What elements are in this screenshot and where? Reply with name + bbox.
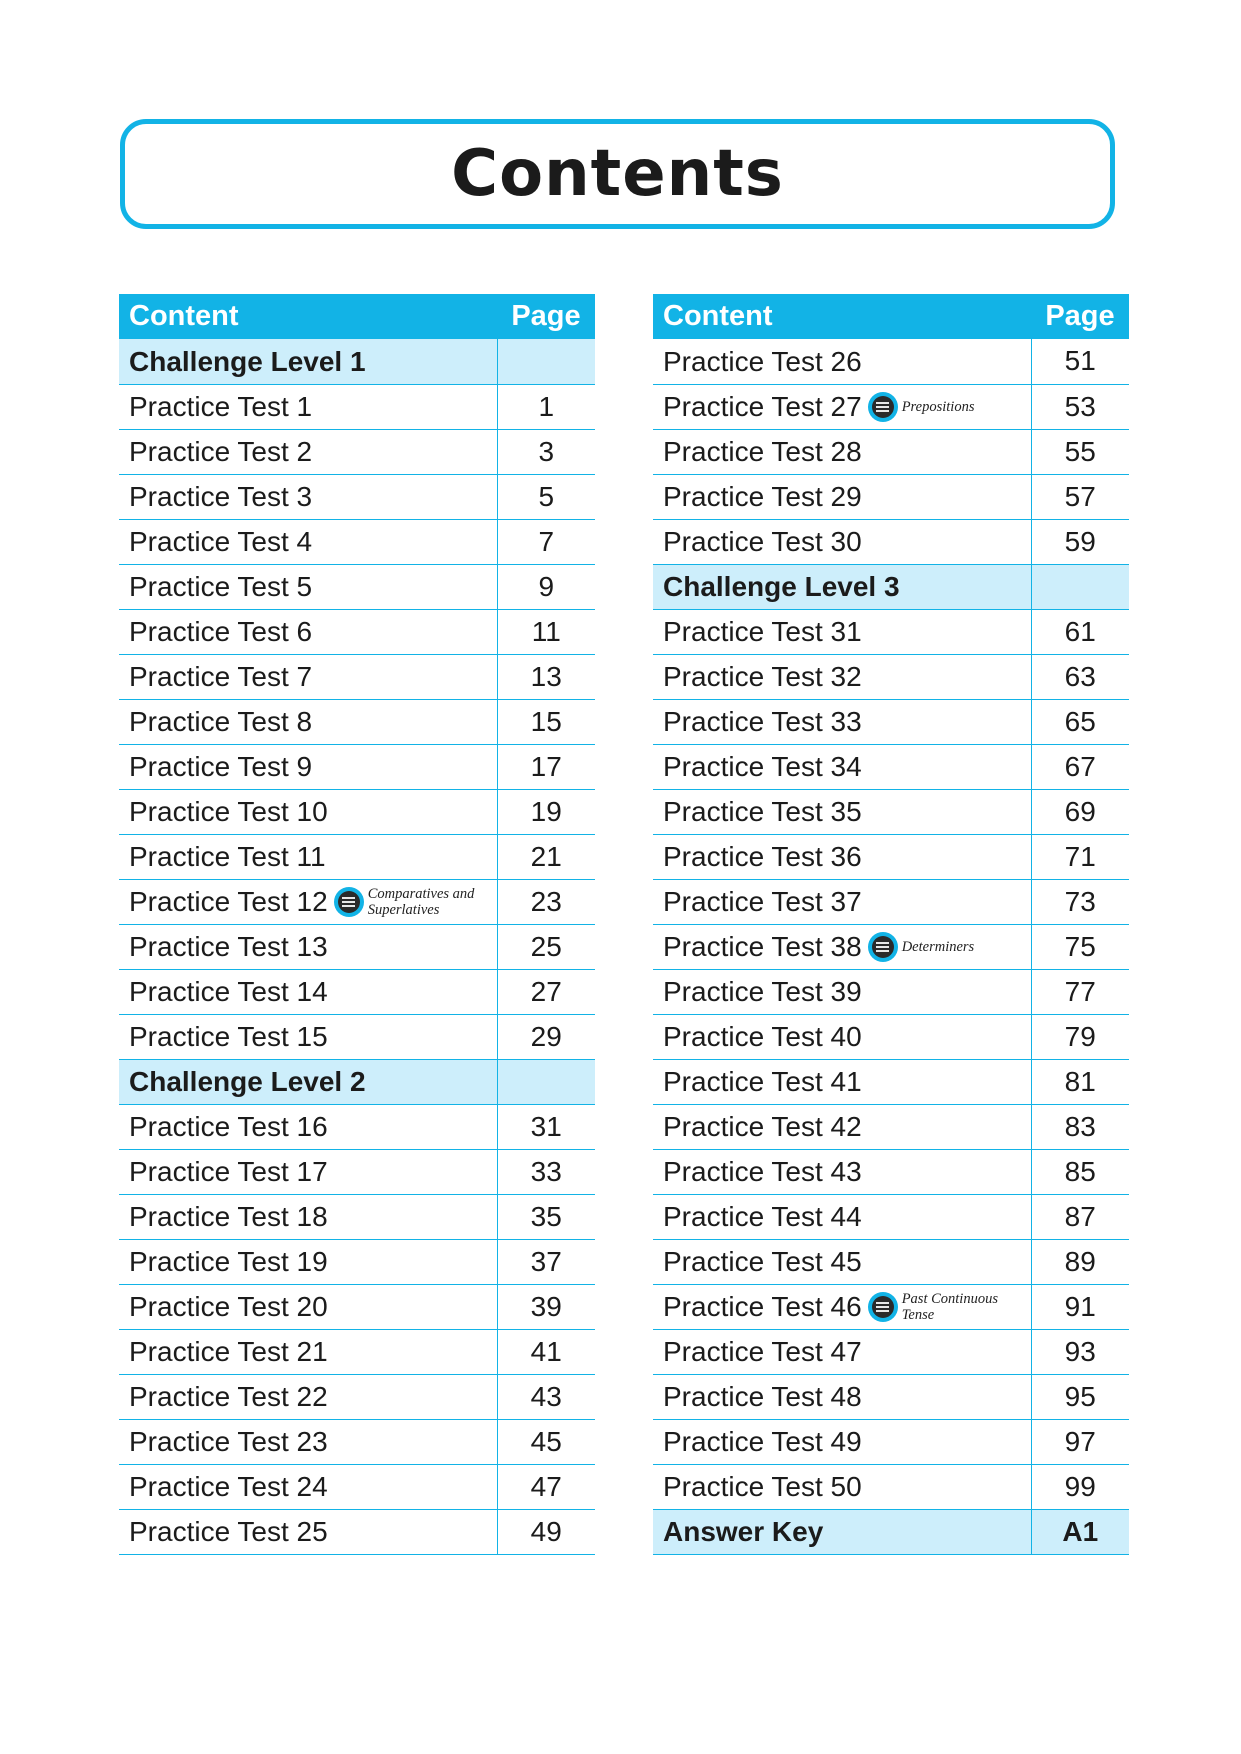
content-cell: [119, 1329, 497, 1374]
entry-label: Practice Test 2: [129, 436, 313, 468]
page-number-cell: 69: [1031, 789, 1129, 834]
page-number-cell: 31: [497, 1104, 595, 1149]
page-number-cell: 65: [1031, 699, 1129, 744]
content-cell: [119, 564, 497, 609]
page-number-cell: 5: [497, 474, 595, 519]
grammar-topic-label: Past Continuous Tense: [901, 1291, 998, 1324]
page-number-cell: 3: [497, 429, 595, 474]
table-row: [119, 969, 595, 1014]
content-cell: [119, 339, 497, 384]
table-row: [119, 1464, 595, 1509]
entry-label: Practice Test 8: [129, 706, 313, 738]
grammar-topic-tag: [334, 886, 480, 918]
table-row: [119, 429, 595, 474]
entry-label: Practice Test 21: [129, 1336, 328, 1368]
entry-label: Practice Test 36: [663, 841, 862, 873]
entry-label: Practice Test 20: [129, 1291, 328, 1323]
table-row: [119, 1014, 595, 1059]
entry-label: Practice Test 48: [663, 1381, 862, 1413]
table-row: [653, 429, 1129, 474]
page-number-cell: 53: [1031, 384, 1129, 429]
page-column-header: Page: [497, 294, 595, 339]
page-number-cell: 79: [1031, 1014, 1129, 1059]
table-row: [653, 1239, 1129, 1284]
table-row: [119, 834, 595, 879]
content-cell: [119, 519, 497, 564]
entry-label: Practice Test 38: [663, 931, 862, 963]
content-cell: [653, 1464, 1031, 1509]
table-row: [119, 564, 595, 609]
entry-label: Practice Test 34: [663, 751, 862, 783]
content-cell: [653, 474, 1031, 519]
table-header: [653, 294, 1129, 339]
page-number-cell: [497, 1059, 595, 1104]
table-row: [653, 1419, 1129, 1464]
entry-label: Practice Test 50: [663, 1471, 862, 1503]
page-number-cell: 37: [497, 1239, 595, 1284]
content-cell: [119, 699, 497, 744]
page-number-cell: 89: [1031, 1239, 1129, 1284]
page-number-cell: 25: [497, 924, 595, 969]
entry-label: Practice Test 22: [129, 1381, 328, 1413]
page-number-cell: 99: [1031, 1464, 1129, 1509]
page-number-cell: [1031, 564, 1129, 609]
page-number-cell: 51: [1031, 339, 1129, 384]
table-row: [653, 1374, 1129, 1419]
page-number-cell: 91: [1031, 1284, 1129, 1329]
content-cell: [119, 1374, 497, 1419]
content-cell: [653, 564, 1031, 609]
content-cell: [653, 1149, 1031, 1194]
page-number-cell: 57: [1031, 474, 1129, 519]
entry-label: Practice Test 26: [663, 346, 862, 378]
grammar-topic-tag: [868, 392, 975, 422]
page-number-cell: 21: [497, 834, 595, 879]
grammar-topic-tag: [868, 1291, 1014, 1323]
content-column-header: Content: [119, 294, 497, 339]
grammar-topic-tag: [868, 932, 975, 962]
page-number-cell: 61: [1031, 609, 1129, 654]
entry-label: Practice Test 25: [129, 1516, 328, 1548]
page-number-cell: 77: [1031, 969, 1129, 1014]
entry-label: Practice Test 9: [129, 751, 313, 783]
content-cell: [119, 654, 497, 699]
table-row: [119, 1419, 595, 1464]
page-title: Contents: [451, 137, 784, 211]
entry-label: Practice Test 31: [663, 616, 862, 648]
grammar-badge-icon: [868, 392, 898, 422]
content-cell: [119, 384, 497, 429]
entry-label: Practice Test 28: [663, 436, 862, 468]
content-cell: [119, 1149, 497, 1194]
page-number-cell: 11: [497, 609, 595, 654]
content-cell: [653, 1374, 1031, 1419]
table-row: [653, 1059, 1129, 1104]
section-heading-label: Challenge Level 2: [129, 1066, 366, 1098]
table-row: [653, 474, 1129, 519]
content-cell: [653, 1194, 1031, 1239]
table-row: [119, 519, 595, 564]
content-cell: [119, 1509, 497, 1554]
page-column-header: Page: [1031, 294, 1129, 339]
entry-label: Practice Test 5: [129, 571, 313, 603]
table-row: [653, 834, 1129, 879]
page-number-cell: 63: [1031, 654, 1129, 699]
entry-label: Practice Test 4: [129, 526, 313, 558]
content-cell: [653, 609, 1031, 654]
entry-label: Practice Test 23: [129, 1426, 328, 1458]
content-column-header: Content: [653, 294, 1031, 339]
content-cell: [119, 1014, 497, 1059]
page-number-cell: 7: [497, 519, 595, 564]
page-number-cell: 1: [497, 384, 595, 429]
page-number-cell: 87: [1031, 1194, 1129, 1239]
page-number-cell: 35: [497, 1194, 595, 1239]
content-cell: [119, 924, 497, 969]
content-cell: [119, 834, 497, 879]
entry-label: Practice Test 35: [663, 796, 862, 828]
page-number-cell: 39: [497, 1284, 595, 1329]
content-cell: [119, 744, 497, 789]
page-number-cell: 81: [1031, 1059, 1129, 1104]
content-cell: [653, 1104, 1031, 1149]
content-cell: [119, 609, 497, 654]
content-cell: [653, 1509, 1031, 1554]
table-row: [653, 1104, 1129, 1149]
grammar-badge-icon: [868, 1292, 898, 1322]
grammar-topic-label: Determiners: [901, 939, 975, 956]
entry-label: Practice Test 11: [129, 841, 326, 873]
table-row: [653, 924, 1129, 969]
page-number-cell: [497, 339, 595, 384]
content-cell: [653, 969, 1031, 1014]
content-cell: [119, 879, 497, 924]
table-row: [653, 969, 1129, 1014]
section-heading-label: Answer Key: [663, 1516, 824, 1548]
content-cell: [119, 969, 497, 1014]
content-cell: [653, 744, 1031, 789]
entry-label: Practice Test 1: [129, 391, 313, 423]
entry-label: Practice Test 15: [129, 1021, 328, 1053]
table-row: [653, 744, 1129, 789]
page-number-cell: 23: [497, 879, 595, 924]
page-number-cell: 83: [1031, 1104, 1129, 1149]
page-number-cell: 41: [497, 1329, 595, 1374]
page-number-cell: 55: [1031, 429, 1129, 474]
table-row: [653, 1329, 1129, 1374]
entry-label: Practice Test 47: [663, 1336, 862, 1368]
table-row: [653, 339, 1129, 384]
entry-label: Practice Test 27: [663, 391, 862, 423]
entry-label: Practice Test 33: [663, 706, 862, 738]
section-heading-row: [119, 339, 595, 384]
entry-label: Practice Test 6: [129, 616, 313, 648]
entry-label: Practice Test 12: [129, 886, 328, 918]
entry-label: Practice Test 18: [129, 1201, 328, 1233]
page-number-cell: 27: [497, 969, 595, 1014]
grammar-topic-label: Prepositions: [901, 399, 975, 416]
entry-label: Practice Test 13: [129, 931, 328, 963]
table-row: [119, 1104, 595, 1149]
content-cell: [653, 384, 1031, 429]
section-heading-label: Challenge Level 1: [129, 346, 366, 378]
table-row: [653, 1284, 1129, 1329]
table-row: [119, 1509, 595, 1554]
table-row: [119, 1329, 595, 1374]
entry-label: Practice Test 29: [663, 481, 862, 513]
page-number-cell: 47: [497, 1464, 595, 1509]
table-row: [653, 879, 1129, 924]
page-number-cell: 97: [1031, 1419, 1129, 1464]
content-cell: [119, 1419, 497, 1464]
content-cell: [119, 1194, 497, 1239]
entry-label: Practice Test 44: [663, 1201, 862, 1233]
content-cell: [653, 519, 1031, 564]
section-heading-label: Challenge Level 3: [663, 571, 900, 603]
entry-label: Practice Test 39: [663, 976, 862, 1008]
entry-label: Practice Test 46: [663, 1291, 862, 1323]
grammar-badge-icon: [868, 932, 898, 962]
table-row: [119, 789, 595, 834]
contents-table-right: [653, 294, 1129, 1555]
section-heading-row: [653, 1509, 1129, 1554]
section-heading-row: [119, 1059, 595, 1104]
entry-label: Practice Test 16: [129, 1111, 328, 1143]
content-cell: [653, 789, 1031, 834]
content-cell: [119, 789, 497, 834]
table-row: [119, 744, 595, 789]
table-row: [653, 609, 1129, 654]
title-box: [120, 119, 1115, 229]
table-row: [119, 654, 595, 699]
grammar-topic-label: Comparatives and Superlatives: [367, 886, 475, 919]
page-number-cell: 49: [497, 1509, 595, 1554]
table-header: [119, 294, 595, 339]
content-cell: [653, 429, 1031, 474]
content-cell: [119, 1464, 497, 1509]
table-row: [119, 879, 595, 924]
table-row: [653, 384, 1129, 429]
entry-label: Practice Test 19: [129, 1246, 328, 1278]
page-number-cell: 15: [497, 699, 595, 744]
entry-label: Practice Test 37: [663, 886, 862, 918]
page-number-cell: 29: [497, 1014, 595, 1059]
page-number-cell: 17: [497, 744, 595, 789]
content-cell: [119, 1059, 497, 1104]
content-cell: [119, 1104, 497, 1149]
entry-label: Practice Test 32: [663, 661, 862, 693]
entry-label: Practice Test 24: [129, 1471, 328, 1503]
entry-label: Practice Test 40: [663, 1021, 862, 1053]
table-row: [653, 789, 1129, 834]
section-heading-row: [653, 564, 1129, 609]
table-row: [119, 1284, 595, 1329]
table-row: [119, 1194, 595, 1239]
page-number-cell: 43: [497, 1374, 595, 1419]
content-cell: [653, 1014, 1031, 1059]
content-cell: [653, 834, 1031, 879]
table-row: [653, 519, 1129, 564]
page-number-cell: 67: [1031, 744, 1129, 789]
table-row: [119, 1239, 595, 1284]
content-cell: [119, 429, 497, 474]
content-cell: [653, 1329, 1031, 1374]
content-cell: [119, 1284, 497, 1329]
content-cell: [653, 699, 1031, 744]
content-cell: [653, 879, 1031, 924]
table-row: [119, 924, 595, 969]
entry-label: Practice Test 17: [129, 1156, 328, 1188]
content-cell: [653, 339, 1031, 384]
entry-label: Practice Test 14: [129, 976, 328, 1008]
page-number-cell: 95: [1031, 1374, 1129, 1419]
table-row: [653, 699, 1129, 744]
page-number-cell: 9: [497, 564, 595, 609]
table-row: [119, 609, 595, 654]
contents-table-left: [119, 294, 595, 1555]
entry-label: Practice Test 42: [663, 1111, 862, 1143]
content-cell: [653, 1419, 1031, 1464]
content-cell: [653, 924, 1031, 969]
content-cell: [119, 474, 497, 519]
entry-label: Practice Test 43: [663, 1156, 862, 1188]
page-number-cell: 85: [1031, 1149, 1129, 1194]
table-row: [119, 384, 595, 429]
table-row: [653, 1194, 1129, 1239]
table-row: [653, 654, 1129, 699]
table-row: [653, 1464, 1129, 1509]
page-number-cell: 93: [1031, 1329, 1129, 1374]
content-cell: [119, 1239, 497, 1284]
content-cell: [653, 1284, 1031, 1329]
content-cell: [653, 1239, 1031, 1284]
entry-label: Practice Test 7: [129, 661, 313, 693]
grammar-badge-icon: [334, 887, 364, 917]
page-number-cell: 45: [497, 1419, 595, 1464]
content-cell: [653, 1059, 1031, 1104]
page-number-cell: 13: [497, 654, 595, 699]
entry-label: Practice Test 3: [129, 481, 313, 513]
page-number-cell: 59: [1031, 519, 1129, 564]
entry-label: Practice Test 10: [129, 796, 328, 828]
entry-label: Practice Test 45: [663, 1246, 862, 1278]
table-row: [653, 1014, 1129, 1059]
table-row: [653, 1149, 1129, 1194]
page-number-cell: 71: [1031, 834, 1129, 879]
entry-label: Practice Test 41: [663, 1066, 862, 1098]
table-row: [119, 474, 595, 519]
table-row: [119, 699, 595, 744]
table-row: [119, 1149, 595, 1194]
page-number-cell: A1: [1031, 1509, 1129, 1554]
page-number-cell: 73: [1031, 879, 1129, 924]
content-cell: [653, 654, 1031, 699]
entry-label: Practice Test 49: [663, 1426, 862, 1458]
page-number-cell: 75: [1031, 924, 1129, 969]
table-row: [119, 1374, 595, 1419]
page-number-cell: 33: [497, 1149, 595, 1194]
page-number-cell: 19: [497, 789, 595, 834]
entry-label: Practice Test 30: [663, 526, 862, 558]
